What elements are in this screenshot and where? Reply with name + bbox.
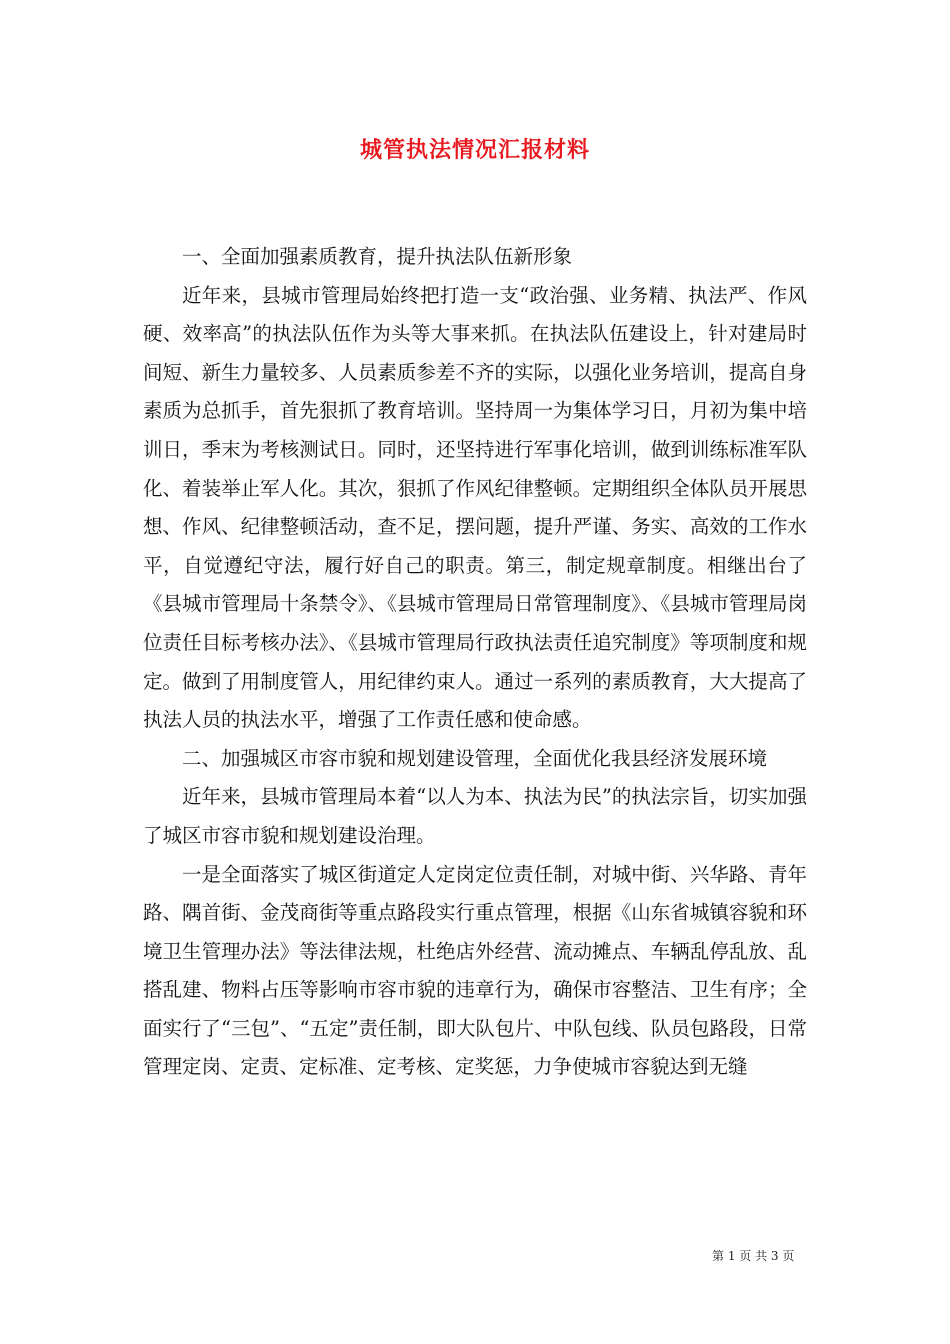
page-number: 第 1 页 共 3 页 [712,1249,795,1263]
section-heading-1: 一、全面加强素质教育，提升执法队伍新形象 [182,245,573,268]
body-paragraph: 近年来，县城市管理局本着“以人为本、执法为民”的执法宗旨，切实加强了城区市容市貌和规划建设治理。 [143,785,807,847]
body-paragraph: 近年来，县城市管理局始终把打造一支“政治强、业务精、执法严、作风硬、效率高”的执法队伍作为头等大事来抓。在执法队伍建设上，针对建局时间短、新生力量较多、人员素质参差不齐的实际，以强化业务培训，提高自身素质为总抓手，首先狠抓了教育培训。坚持周一为集体学习日，月初为集中培训日，季末为考核测试日。同时，还坚持进行军事化培训，做到训练标准军队化、着装举止军人化。其次，狠抓了作风纪律整顿。定期组织全体队员开展思想、作风、纪律整顿活动，查不足，摆问题，提升严谨、务实、高效的工作水平，自觉遵纪守法，履行好自己的职责。第三，制定规章制度。相继出台了《县城市管理局十条禁令》、《县城市管理局日常管理制度》、《县城市管理局岗位责任目标考核办法》、《县城市管理局行政执法责任追究制度》等项制度和规定。做到了用制度管人，用纪律约束人。通过一系列的素质教育，大大提高了执法人员的执法水平，增强了工作责任感和使命感。 [143,283,807,732]
document-title: 城管执法情况汇报材料 [359,137,590,163]
section-heading-2: 二、加强城区市容市貌和规划建设管理，全面优化我县经济发展环境 [182,746,768,770]
document-body [143,238,807,1087]
body-paragraph: 一是全面落实了城区街道定人定岗定位责任制，对城中街、兴华路、青年路、隅首街、金茂商街等重点路段实行重点管理，根据《山东省城镇容貌和环境卫生管理办法》等法律法规，杜绝店外经营、流动摊点、车辆乱停乱放、乱搭乱建、物料占压等影响市容市貌的违章行为，确保市容整洁、卫生有序；全面实行了“三包”、“五定”责任制，即大队包片、中队包线、队员包路段，日常管理定岗、定责、定标准、定考核、定奖惩，力争使城市容貌达到无缝 [143,862,807,1079]
